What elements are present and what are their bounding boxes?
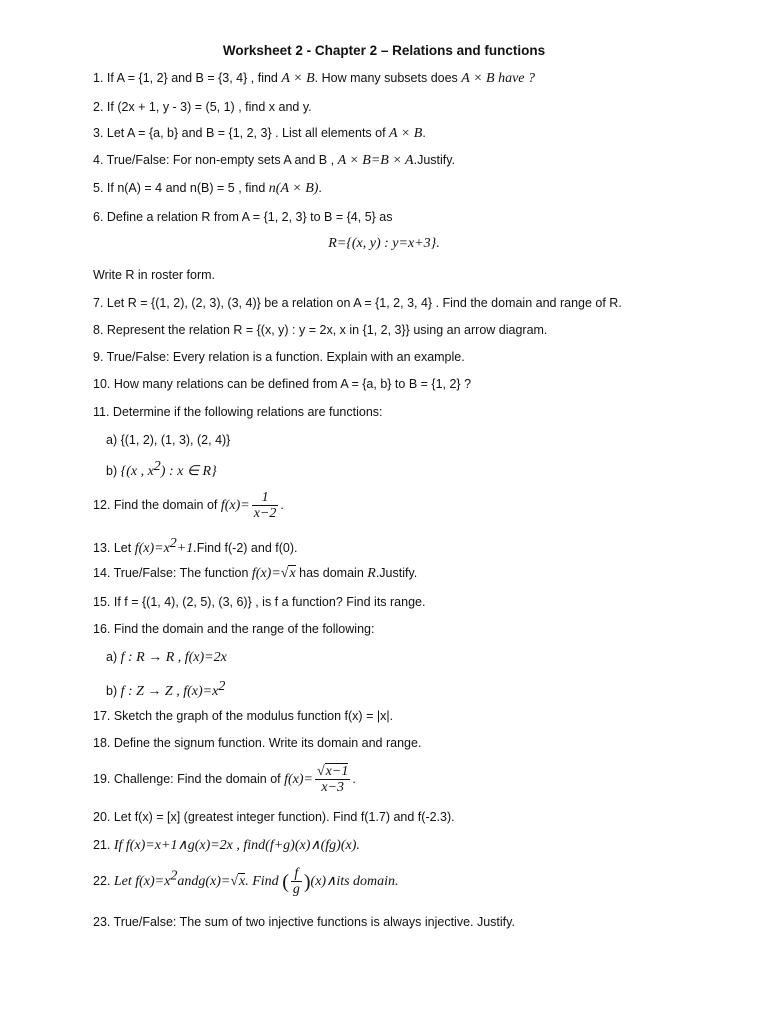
question-8: 8. Represent the relation R = {(x, y) : y = 2x, x in {1, 2, 3}} using an arrow diagram. [93,323,548,337]
question-11-part-b: b) {(x , $x^2$) : x ∈ R} [106,459,217,480]
question-17: 17. Sketch the graph of the modulus function f(x) = |x|. [93,709,394,723]
question-3: 3. Let A = {a, b} and B = {1, 2, 3} . List all elements of A × B. [93,126,426,141]
question-16: 16. Find the domain and the range of the following: [93,622,375,636]
question-20: 20. Let f(x) = [x] (greatest integer function). Find f(1.7) and f(-2.3). [93,810,455,824]
question-2: 2. If (2x + 1, y - 3) = (5, 1) , find x and y. [93,100,312,114]
question-23: 23. True/False: The sum of two injective functions is always injective. Justify. [93,915,515,929]
question-14: 14. True/False: The function f(x)=√x has domain R.Justify. [93,566,418,581]
question-16-part-b: b) f : Z → Z , $f(x)=x^2$ [106,679,226,700]
worksheet-title: Worksheet 2 - Chapter 2 – Relations and functions [222,43,546,58]
question-18: 18. Define the signum function. Write its domain and range. [93,736,422,750]
question-12: 12. Find the domain of f(x)= $\frac{1}{x-2}$ . [93,490,284,521]
question-6: 6. Define a relation R from A = {1, 2, 3} to B = {4, 5} as [93,210,393,224]
question-10: 10. How many relations can be defined from A = {a, b} to B = {1, 2} ? [93,377,472,391]
question-21: 21. If f(x)=x+1∧g(x)=2x , find(f+g)(x)∧(fg)(x). [93,838,360,853]
question-11: 11. Determine if the following relations are functions: [93,405,383,419]
question-22: 22. Let $f(x)=x^2andg(x)=√x$. Find ( $\frac{f}{g}$ )(x)∧its domain. [93,866,399,897]
question-7: 7. Let R = {(1, 2), (2, 3), (3, 4)} be a relation on A = {1, 2, 3, 4} . Find the domain and range of R. [93,296,622,310]
question-15: 15. If f = {(1, 4), (2, 5), (3, 6)} , is f a function? Find its range. [93,595,426,609]
question-19: 19. Challenge: Find the domain of f(x)= $\frac{√x-1}{x-3}$ . [93,764,356,795]
fraction: $\frac{1}{x-2}$ [253,490,277,521]
fraction: $\frac{f}{g}$ [292,866,300,897]
fraction: $\frac{√x-1}{x-3}$ [316,764,349,795]
question-4: 4. True/False: For non-empty sets A and B , A × B=B × A.Justify. [93,153,456,168]
question-5: 5. If n(A) = 4 and n(B) = 5 , find n(A × B). [93,181,322,196]
question-6-instruction: Write R in roster form. [93,268,216,282]
question-16-part-a: a) f : R → R , f(x)=2x [106,650,227,665]
question-1: 1. If A = {1, 2} and B = {3, 4} , find A × B. How many subsets does A × B have ? [93,71,536,86]
question-13: 13. Let $f(x)=x^2+1.Find$ f(-2) and f(0). [93,536,298,557]
question-9: 9. True/False: Every relation is a function. Explain with an example. [93,350,465,364]
question-6-formula: R={(x, y) : y=x+3}. [328,236,440,251]
question-11-part-a: a) {(1, 2), (1, 3), (2, 4)} [106,433,231,447]
